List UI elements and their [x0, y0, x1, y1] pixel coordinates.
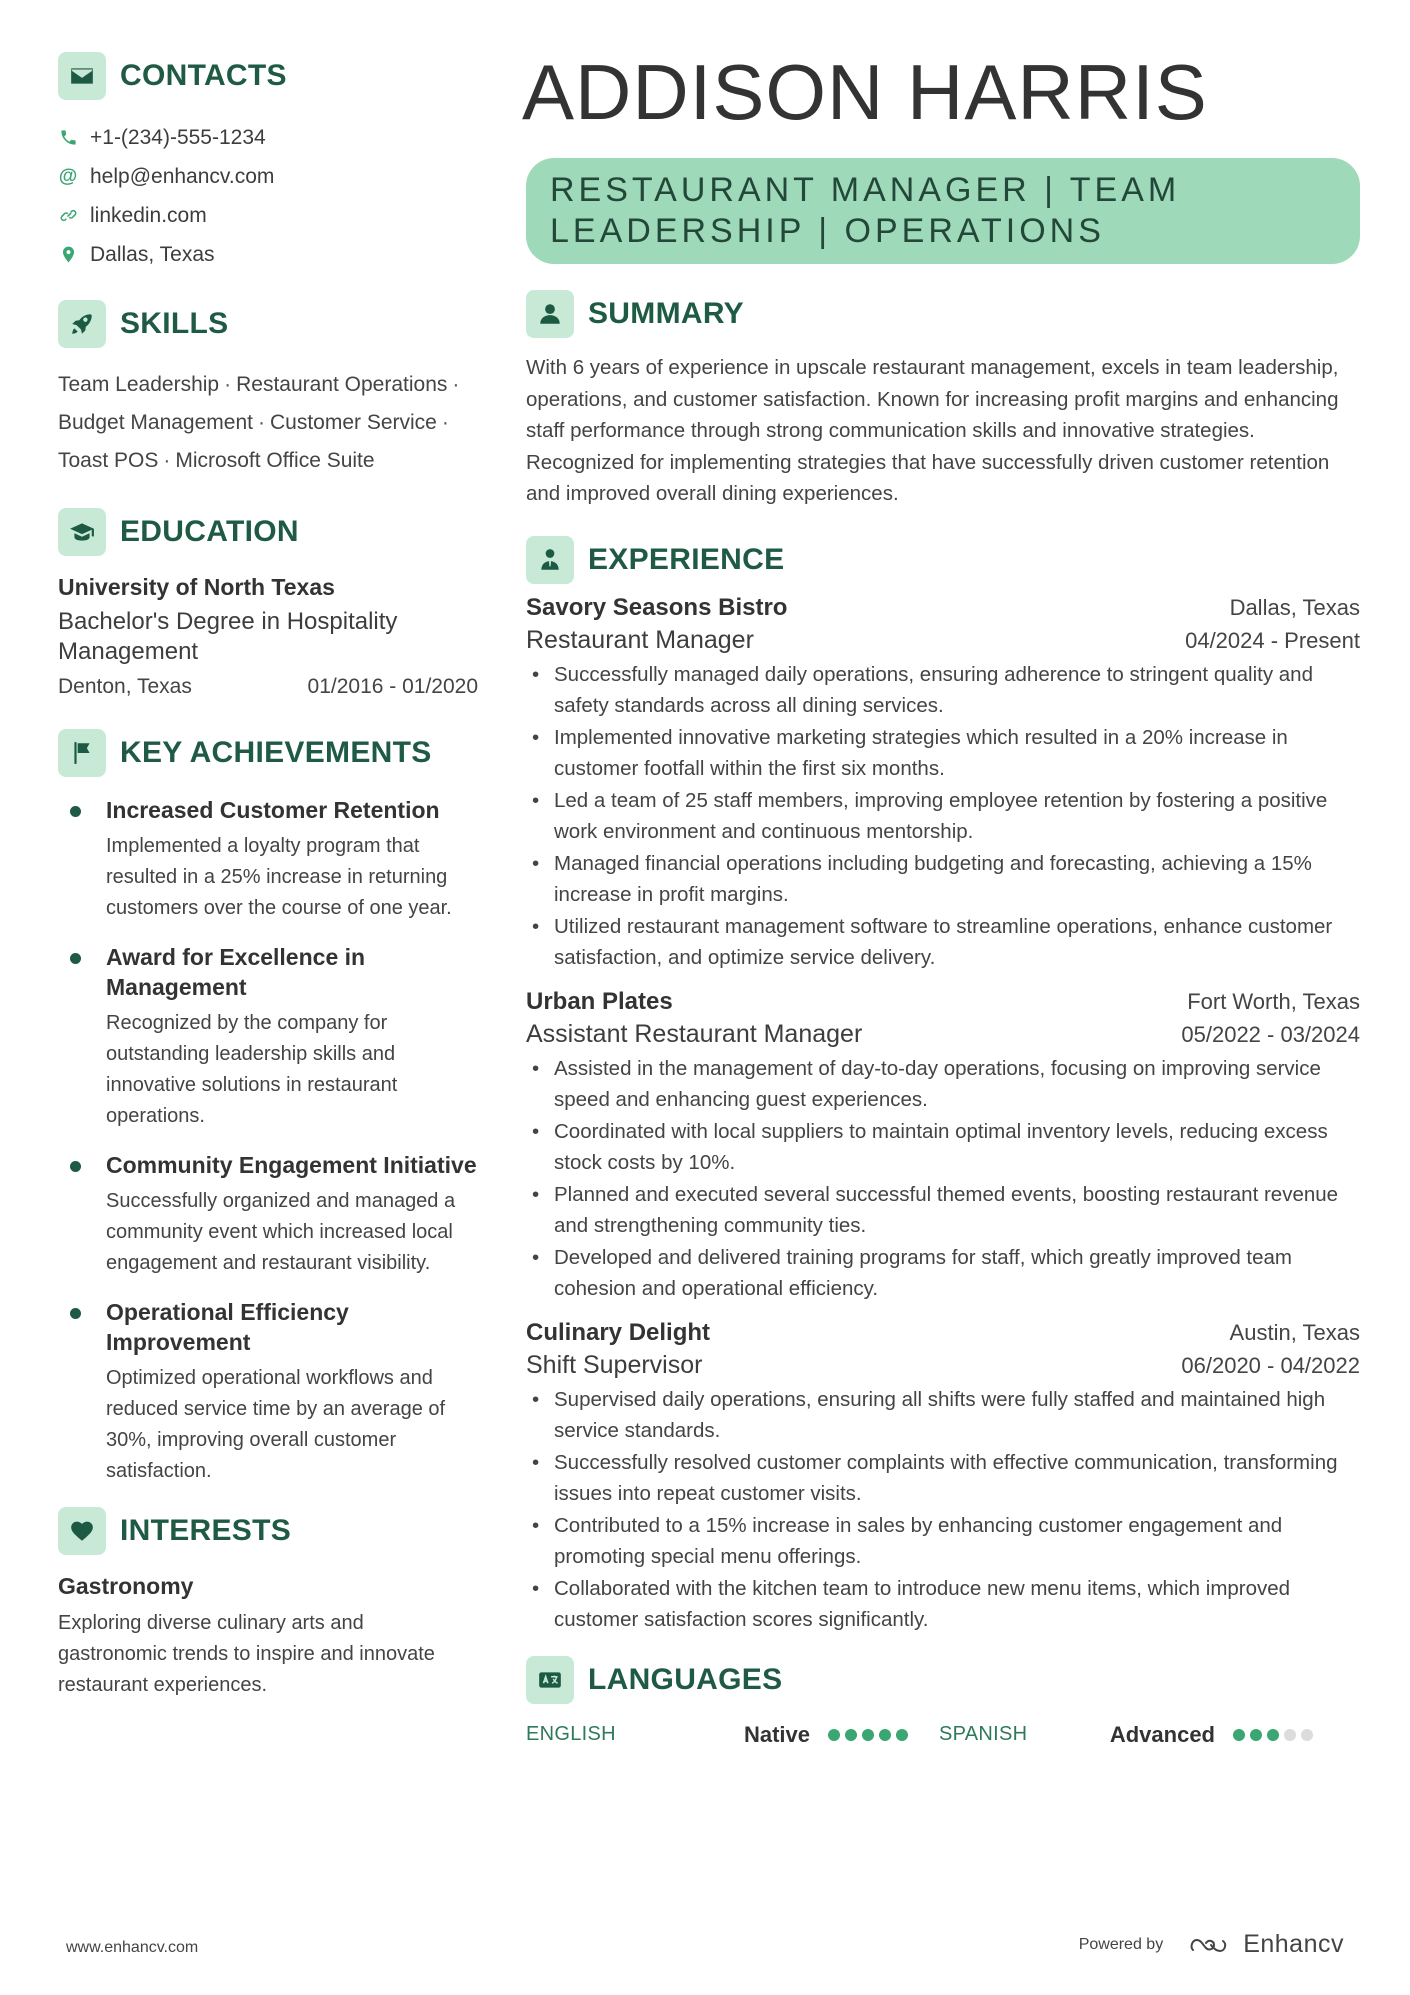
skill-item: Restaurant Operations — [236, 373, 448, 396]
contact-location — [58, 235, 478, 274]
achievement-desc: Recognized by the company for outstanding leadership skills and innovative solutions in restaurant operations. — [106, 1012, 398, 1127]
language-item — [526, 1722, 913, 1748]
achievement-title: Award for Excellence in Management — [106, 944, 366, 1000]
job-entry — [526, 594, 1360, 974]
job-company: Savory Seasons Bistro — [526, 593, 788, 621]
left-column — [58, 52, 478, 1701]
education-meta — [58, 675, 478, 699]
job-bullet: • Utilized restaurant management software to streamline operations, enhance customer satisfaction, and optimize service delivery. — [526, 911, 1360, 974]
contact-email — [58, 157, 478, 196]
linkedin-text[interactable]: linkedin.com — [90, 203, 207, 227]
job-bullet: • Assisted in the management of day-to-day operations, focusing on improving service speed and enhancing guest experiences. — [526, 1053, 1360, 1116]
education-title: EDUCATION — [120, 515, 299, 548]
contact-linkedin — [58, 196, 478, 235]
powered-by-label: Powered by — [1078, 1935, 1164, 1953]
interest-title: Gastronomy — [58, 1573, 194, 1599]
job-bullet: • Led a team of 25 staff members, improving employee retention by fostering a positive work environment and continuous mentorship. — [526, 785, 1360, 848]
skills-list: Team Leadership · Restaurant Operations · Budget Management · Customer Service · Toast POS · Microsoft Office Suite — [58, 373, 460, 472]
job-entry — [526, 1319, 1360, 1636]
proficiency-dot — [1233, 1729, 1245, 1741]
phone-icon — [58, 128, 78, 148]
job-location: Austin, Texas — [1229, 1319, 1360, 1345]
proficiency-dot — [1267, 1729, 1279, 1741]
achievement-title: Community Engagement Initiative — [106, 1152, 477, 1178]
summary-header — [526, 290, 1360, 338]
proficiency-dot — [879, 1729, 891, 1741]
job-bullet: • Successfully managed daily operations, ensuring adherence to stringent quality and safety standards across all dining services. — [526, 659, 1360, 722]
achievement-desc: Successfully organized and managed a community event which increased local engagement and restaurant visibility. — [106, 1190, 456, 1274]
proficiency-dot — [828, 1729, 840, 1741]
briefcase-person-icon — [526, 536, 574, 584]
job-bullets — [526, 1384, 1360, 1636]
languages-list — [526, 1722, 1360, 1748]
job-bullet: • Developed and delivered training programs for staff, which greatly improved team cohesion and operational efficiency. — [526, 1242, 1360, 1305]
education-dates: 01/2016 - 01/2020 — [307, 675, 478, 698]
interests-header — [58, 1507, 478, 1555]
achievement-title: Operational Efficiency Improvement — [106, 1299, 349, 1355]
languages-header — [526, 1656, 1360, 1704]
job-header — [526, 988, 1360, 1016]
bullet-icon — [70, 806, 81, 817]
interests-title: INTERESTS — [120, 1514, 292, 1547]
language-proficiency-dots — [828, 1729, 913, 1741]
job-bullet: • Contributed to a 15% increase in sales by enhancing customer engagement and promoting special menu offerings. — [526, 1510, 1360, 1573]
bullet-icon — [70, 1308, 81, 1319]
map-pin-icon — [58, 245, 78, 265]
job-title-line: LEADERSHIP | OPERATIONS — [550, 212, 1105, 250]
proficiency-dot — [896, 1729, 908, 1741]
job-bullet: • Coordinated with local suppliers to maintain optimal inventory levels, reducing excess stock costs by 10%. — [526, 1116, 1360, 1179]
job-header — [526, 594, 1360, 622]
experience-section — [526, 536, 1360, 1636]
right-column — [522, 48, 1360, 1748]
graduation-cap-icon — [58, 508, 106, 556]
job-bullet: • Managed financial operations including budgeting and forecasting, achieving a 15% increase in profit margins. — [526, 848, 1360, 911]
heart-icon — [58, 1507, 106, 1555]
language-item — [939, 1722, 1318, 1748]
languages-section — [526, 1656, 1360, 1748]
job-role: Restaurant Manager — [526, 625, 754, 654]
flag-icon — [58, 729, 106, 777]
language-name: SPANISH — [939, 1723, 1028, 1745]
summary-title: SUMMARY — [588, 297, 744, 330]
job-company: Urban Plates — [526, 987, 673, 1015]
achievements-title: KEY ACHIEVEMENTS — [120, 736, 432, 769]
user-icon — [526, 290, 574, 338]
job-title-line: RESTAURANT MANAGER | TEAM — [550, 171, 1181, 209]
languages-title: LANGUAGES — [588, 1662, 783, 1696]
language-level: Advanced — [1109, 1721, 1215, 1747]
link-icon — [58, 206, 78, 226]
job-bullet: • Supervised daily operations, ensuring all shifts were fully staffed and maintained high service standards. — [526, 1384, 1360, 1447]
job-bullet: • Successfully resolved customer complaints with effective communication, transforming issues into repeat customer visits. — [526, 1447, 1360, 1510]
proficiency-dot — [1284, 1729, 1296, 1741]
job-bullet: • Planned and executed several successful themed events, boosting restaurant revenue and strengthening community ties. — [526, 1179, 1360, 1242]
experience-title: EXPERIENCE — [588, 542, 785, 576]
language-proficiency-dots — [1233, 1729, 1318, 1741]
education-location: Denton, Texas — [58, 675, 192, 698]
job-title-banner — [526, 158, 1360, 264]
candidate-name: ADDISON HARRIS — [522, 48, 1208, 136]
job-dates: 04/2024 - Present — [1185, 627, 1360, 653]
bullet-icon — [70, 953, 81, 964]
achievements-header — [58, 729, 478, 777]
skill-item: Budget Management — [58, 411, 253, 434]
summary-section — [526, 290, 1360, 510]
job-dates: 05/2022 - 03/2024 — [1181, 1021, 1360, 1047]
rocket-icon — [58, 300, 106, 348]
skills-section — [58, 300, 478, 480]
job-header — [526, 1319, 1360, 1347]
education-header — [58, 508, 478, 556]
proficiency-dot — [1301, 1729, 1313, 1741]
job-role: Shift Supervisor — [526, 1350, 703, 1379]
enhancv-logo[interactable] — [1189, 1930, 1344, 1959]
skill-item: Microsoft Office Suite — [175, 449, 375, 472]
achievement-desc: Optimized operational workflows and reduced service time by an average of 30%, improving overall customer satisfaction. — [106, 1367, 446, 1482]
language-level: Native — [743, 1721, 810, 1747]
job-location: Dallas, Texas — [1229, 594, 1360, 620]
job-bullets — [526, 659, 1360, 974]
skill-item: Toast POS — [58, 449, 159, 472]
achievement-item — [58, 1150, 478, 1279]
contacts-section — [58, 52, 478, 274]
education-section — [58, 508, 478, 699]
job-bullet: • Collaborated with the kitchen team to introduce new menu items, which improved customer satisfaction scores significantly. — [526, 1573, 1360, 1636]
job-role: Assistant Restaurant Manager — [526, 1019, 863, 1048]
skills-header — [58, 300, 478, 348]
brand-name: Enhancv — [1243, 1930, 1344, 1958]
proficiency-dot — [845, 1729, 857, 1741]
at-sign-icon: @ — [58, 165, 78, 187]
achievement-item — [58, 1297, 478, 1487]
email-text[interactable]: help@enhancv.com — [90, 164, 275, 188]
job-bullet: • Implemented innovative marketing strategies which resulted in a 20% increase in customer footfall within the first six months. — [526, 722, 1360, 785]
job-bullets — [526, 1053, 1360, 1305]
job-company: Culinary Delight — [526, 1318, 711, 1346]
enhancv-logo-icon — [1189, 1934, 1233, 1956]
skill-item: Team Leadership — [58, 373, 220, 396]
experience-header — [526, 536, 1360, 584]
bullet-icon — [70, 1161, 81, 1172]
phone-text[interactable]: +1-(234)-555-1234 — [90, 125, 266, 149]
footer-branding — [1079, 1930, 1344, 1959]
achievement-desc: Implemented a loyalty program that resulted in a 25% increase in returning customers over the course of one year. — [106, 835, 452, 919]
achievement-title: Increased Customer Retention — [106, 797, 440, 823]
job-entry — [526, 988, 1360, 1305]
footer-website[interactable]: www.enhancv.com — [66, 1939, 199, 1956]
job-subheader — [526, 1016, 1360, 1049]
education-degree: Bachelor's Degree in Hospitality Management — [58, 608, 398, 665]
job-location: Fort Worth, Texas — [1187, 988, 1360, 1014]
education-school: University of North Texas — [58, 574, 335, 600]
proficiency-dot — [1250, 1729, 1262, 1741]
envelope-icon — [58, 52, 106, 100]
proficiency-dot — [862, 1729, 874, 1741]
job-dates: 06/2020 - 04/2022 — [1181, 1352, 1360, 1378]
skill-item: Customer Service — [269, 411, 437, 434]
contacts-header — [58, 52, 478, 100]
achievements-section — [58, 729, 478, 1487]
achievement-item — [58, 942, 478, 1132]
job-subheader — [526, 1347, 1360, 1380]
interest-desc: Exploring diverse culinary arts and gastronomic trends to inspire and innovate restaurant experiences. — [58, 1612, 435, 1696]
translate-icon — [526, 1656, 574, 1704]
skills-title: SKILLS — [120, 307, 229, 340]
contact-phone — [58, 118, 478, 157]
summary-text: With 6 years of experience in upscale restaurant management, excels in team leadership, operations, and customer satisfaction. Known for increasing profit margins and enhancing staff performance through strong communication skills and innovative strategies. Recognized for implementing strategies that have successfully driven customer retention and improved overall dining experiences. — [526, 356, 1339, 505]
location-text: Dallas, Texas — [90, 242, 215, 266]
job-subheader — [526, 622, 1360, 655]
contacts-title: CONTACTS — [120, 59, 287, 92]
language-name: ENGLISH — [526, 1723, 616, 1745]
interests-section — [58, 1507, 478, 1701]
achievement-item — [58, 795, 478, 924]
